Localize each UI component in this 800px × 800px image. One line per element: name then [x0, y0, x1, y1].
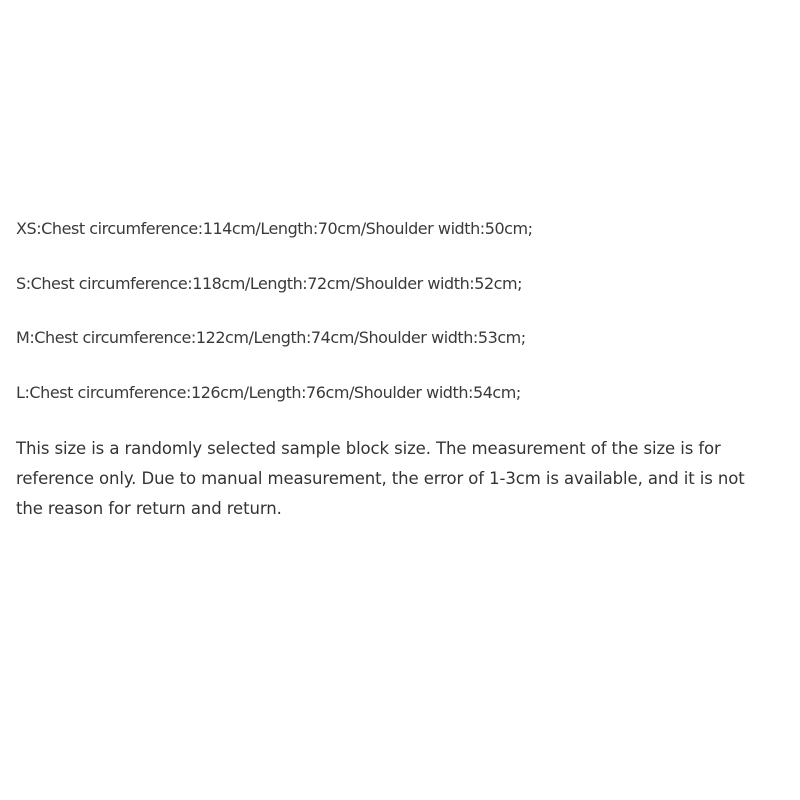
size-chart — [16, 214, 796, 408]
note-line: reference only. Due to manual measurement, the error of 1-3cm is available, and it is not — [16, 469, 745, 488]
size-disclaimer-note — [16, 434, 798, 524]
size-l-line: L:Chest circumference:126cm/Length:76cm/Shoulder width:54cm; — [16, 382, 521, 402]
size-s-line: S:Chest circumference:118cm/Length:72cm/Shoulder width:52cm; — [16, 273, 523, 293]
size-m-line: M:Chest circumference:122cm/Length:74cm/Shoulder width:53cm; — [16, 328, 526, 347]
note-line: the reason for return and return. — [16, 499, 282, 518]
note-line: This size is a randomly selected sample block size. The measurement of the size is for — [16, 439, 721, 458]
size-xs-line: XS:Chest circumference:114cm/Length:70cm/Shoulder width:50cm; — [16, 219, 533, 238]
